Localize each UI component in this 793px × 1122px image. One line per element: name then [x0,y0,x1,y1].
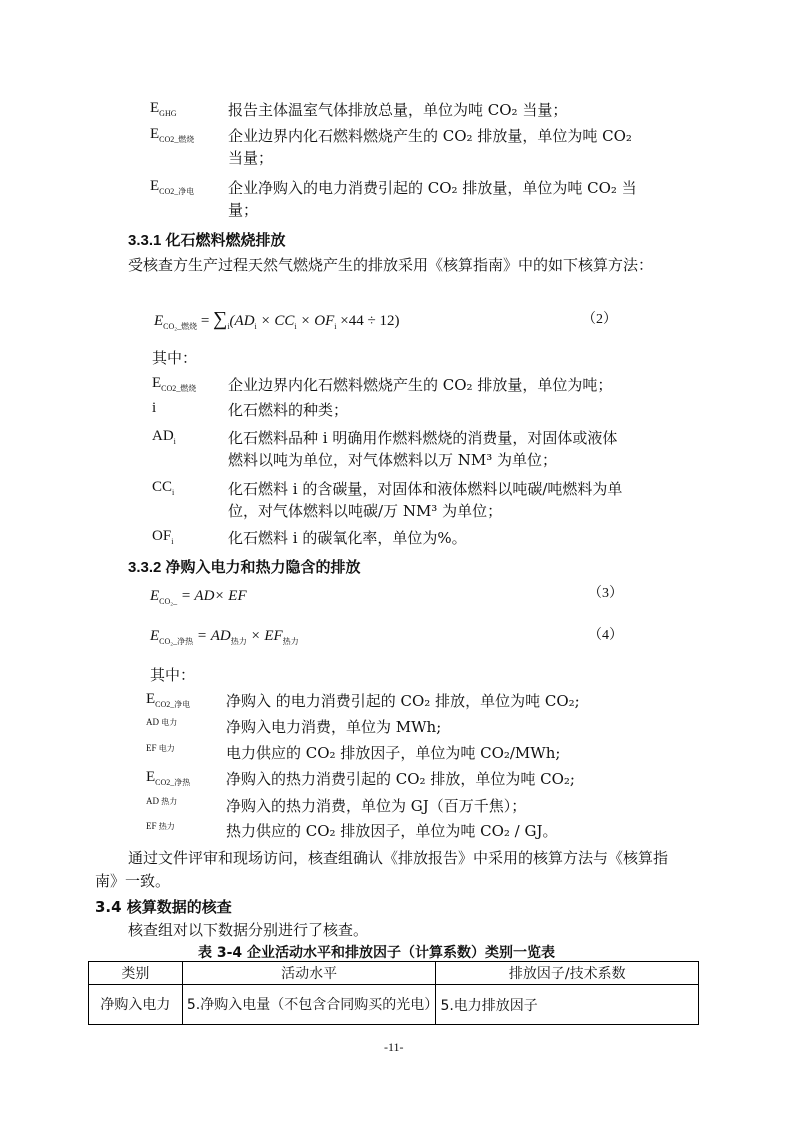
table-cell: 5.电力排放因子 [436,985,699,1025]
definition-text: 化石燃料品种 i 明确用作燃料燃烧的消费量，对固体或液体 [228,429,618,447]
symbol-ef-electricity: EF 电力 [146,743,175,753]
table-cell: 净购入电力 [89,985,183,1025]
symbol-ad-electricity: AD 电力 [146,717,178,727]
symbol-e-co2-net-heat: $E_{CO2\_净热}$ [146,769,191,787]
table-header-cell: 类别 [89,962,183,985]
symbol-ad-i: $AD_i$ [152,428,176,446]
symbol-i: i [152,400,157,416]
conclusion-paragraph: 通过文件评审和现场访问，核查组确认《排放报告》中采用的核算方法与《核算指 [128,849,669,867]
definition-text: 化石燃料 i 的碳氧化率，单位为%。 [228,529,467,547]
definition-text: 化石燃料 i 的含碳量，对固体和液体燃料以吨碳/吨燃料为单 [228,480,623,498]
section-heading-332: 3.3.2 净购入电力和热力隐含的排放 [128,559,361,576]
definition-text: 净购入 的电力消费引起的 CO₂ 排放，单位为吨 CO₂; [226,692,580,710]
equation-number-3: （3） [588,586,623,601]
formula-2: $E_{CO_2\_燃烧} = \sum_i(AD_i \times CC_i \times OF_i \times 44 \div 12)$ [154,308,400,331]
definition-text: 企业边界内化石燃料燃烧产生的 CO₂ 排放量，单位为吨 CO₂ [228,127,632,145]
table-header-cell: 排放因子/技术系数 [436,962,699,985]
equation-number-2: （2） [582,312,617,327]
section-heading-34: 3.4 核算数据的核查 [95,898,232,916]
table-cell: 5.净购入电量（不包含合同购买的光电） [182,985,436,1025]
definition-text: 净购入的热力消费引起的 CO₂ 排放，单位为吨 CO₂; [226,770,575,788]
definition-text: 当量； [228,149,274,167]
symbol-e-co2-combustion: $E_{CO2\_燃烧}$ [150,126,195,144]
symbol-cc-i: $CC_i$ [152,479,175,497]
equation-number-4: （4） [588,628,623,643]
section-intro: 核查组对以下数据分别进行了核查。 [128,921,369,939]
definition-text: 位，对气体燃料以吨碳/万 NM³ 为单位； [228,502,503,520]
symbol-e-ghg: $E_{GHG}$ [150,100,177,118]
table-header-row [89,962,699,985]
symbol-ef-heat: EF 热力 [146,821,175,831]
conclusion-paragraph: 南》一致。 [95,872,171,890]
definition-text: 量； [228,201,259,219]
section-heading-331: 3.3.1 化石燃料燃烧排放 [128,232,286,249]
formula-3: $E_{CO_2\_} = AD\times$ EF [150,588,247,606]
definition-text: 净购入的热力消费，单位为 GJ（百万千焦）； [226,797,527,815]
table-header-cell: 活动水平 [182,962,436,985]
definition-text: 化石燃料的种类； [228,401,349,419]
symbol-ad-heat: AD 热力 [146,796,178,806]
where-label: 其中： [152,349,198,367]
definition-text: 企业净购入的电力消费引起的 CO₂ 排放量，单位为吨 CO₂ 当 [228,179,637,197]
category-table [88,961,699,1025]
symbol-e-co2-combustion: $E_{CO2\_燃烧}$ [152,375,197,393]
formula-4: $E_{CO_2\_净热} = AD_{热力} \times EF_{热力}$ [150,628,299,646]
section-intro: 受核查方生产过程天然气燃烧产生的排放采用《核算指南》中的如下核算方法： [128,256,654,274]
symbol-e-co2-electricity: $E_{CO2\_净电}$ [150,178,195,196]
symbol-e-co2-net-electricity: $E_{CO2\_净电}$ [146,691,191,709]
definition-text: 燃料以吨为单位，对气体燃料以万 NM³ 为单位； [228,451,558,469]
where-label: 其中： [150,666,196,684]
symbol-of-i: $OF_i$ [152,528,174,546]
definition-text: 企业边界内化石燃料燃烧产生的 CO₂ 排放量，单位为吨； [228,376,613,394]
definition-text: 报告主体温室气体排放总量，单位为吨 CO₂ 当量； [228,101,568,119]
definition-text: 热力供应的 CO₂ 排放因子，单位为吨 CO₂ / GJ。 [226,822,558,840]
page-number: -11- [384,1040,404,1054]
definition-text: 净购入电力消费，单位为 MWh; [226,718,442,736]
table-caption: 表 3-4 企业活动水平和排放因子（计算系数）类别一览表 [198,945,556,961]
definition-text: 电力供应的 CO₂ 排放因子，单位为吨 CO₂/MWh; [226,744,561,762]
table-row [89,985,699,1025]
